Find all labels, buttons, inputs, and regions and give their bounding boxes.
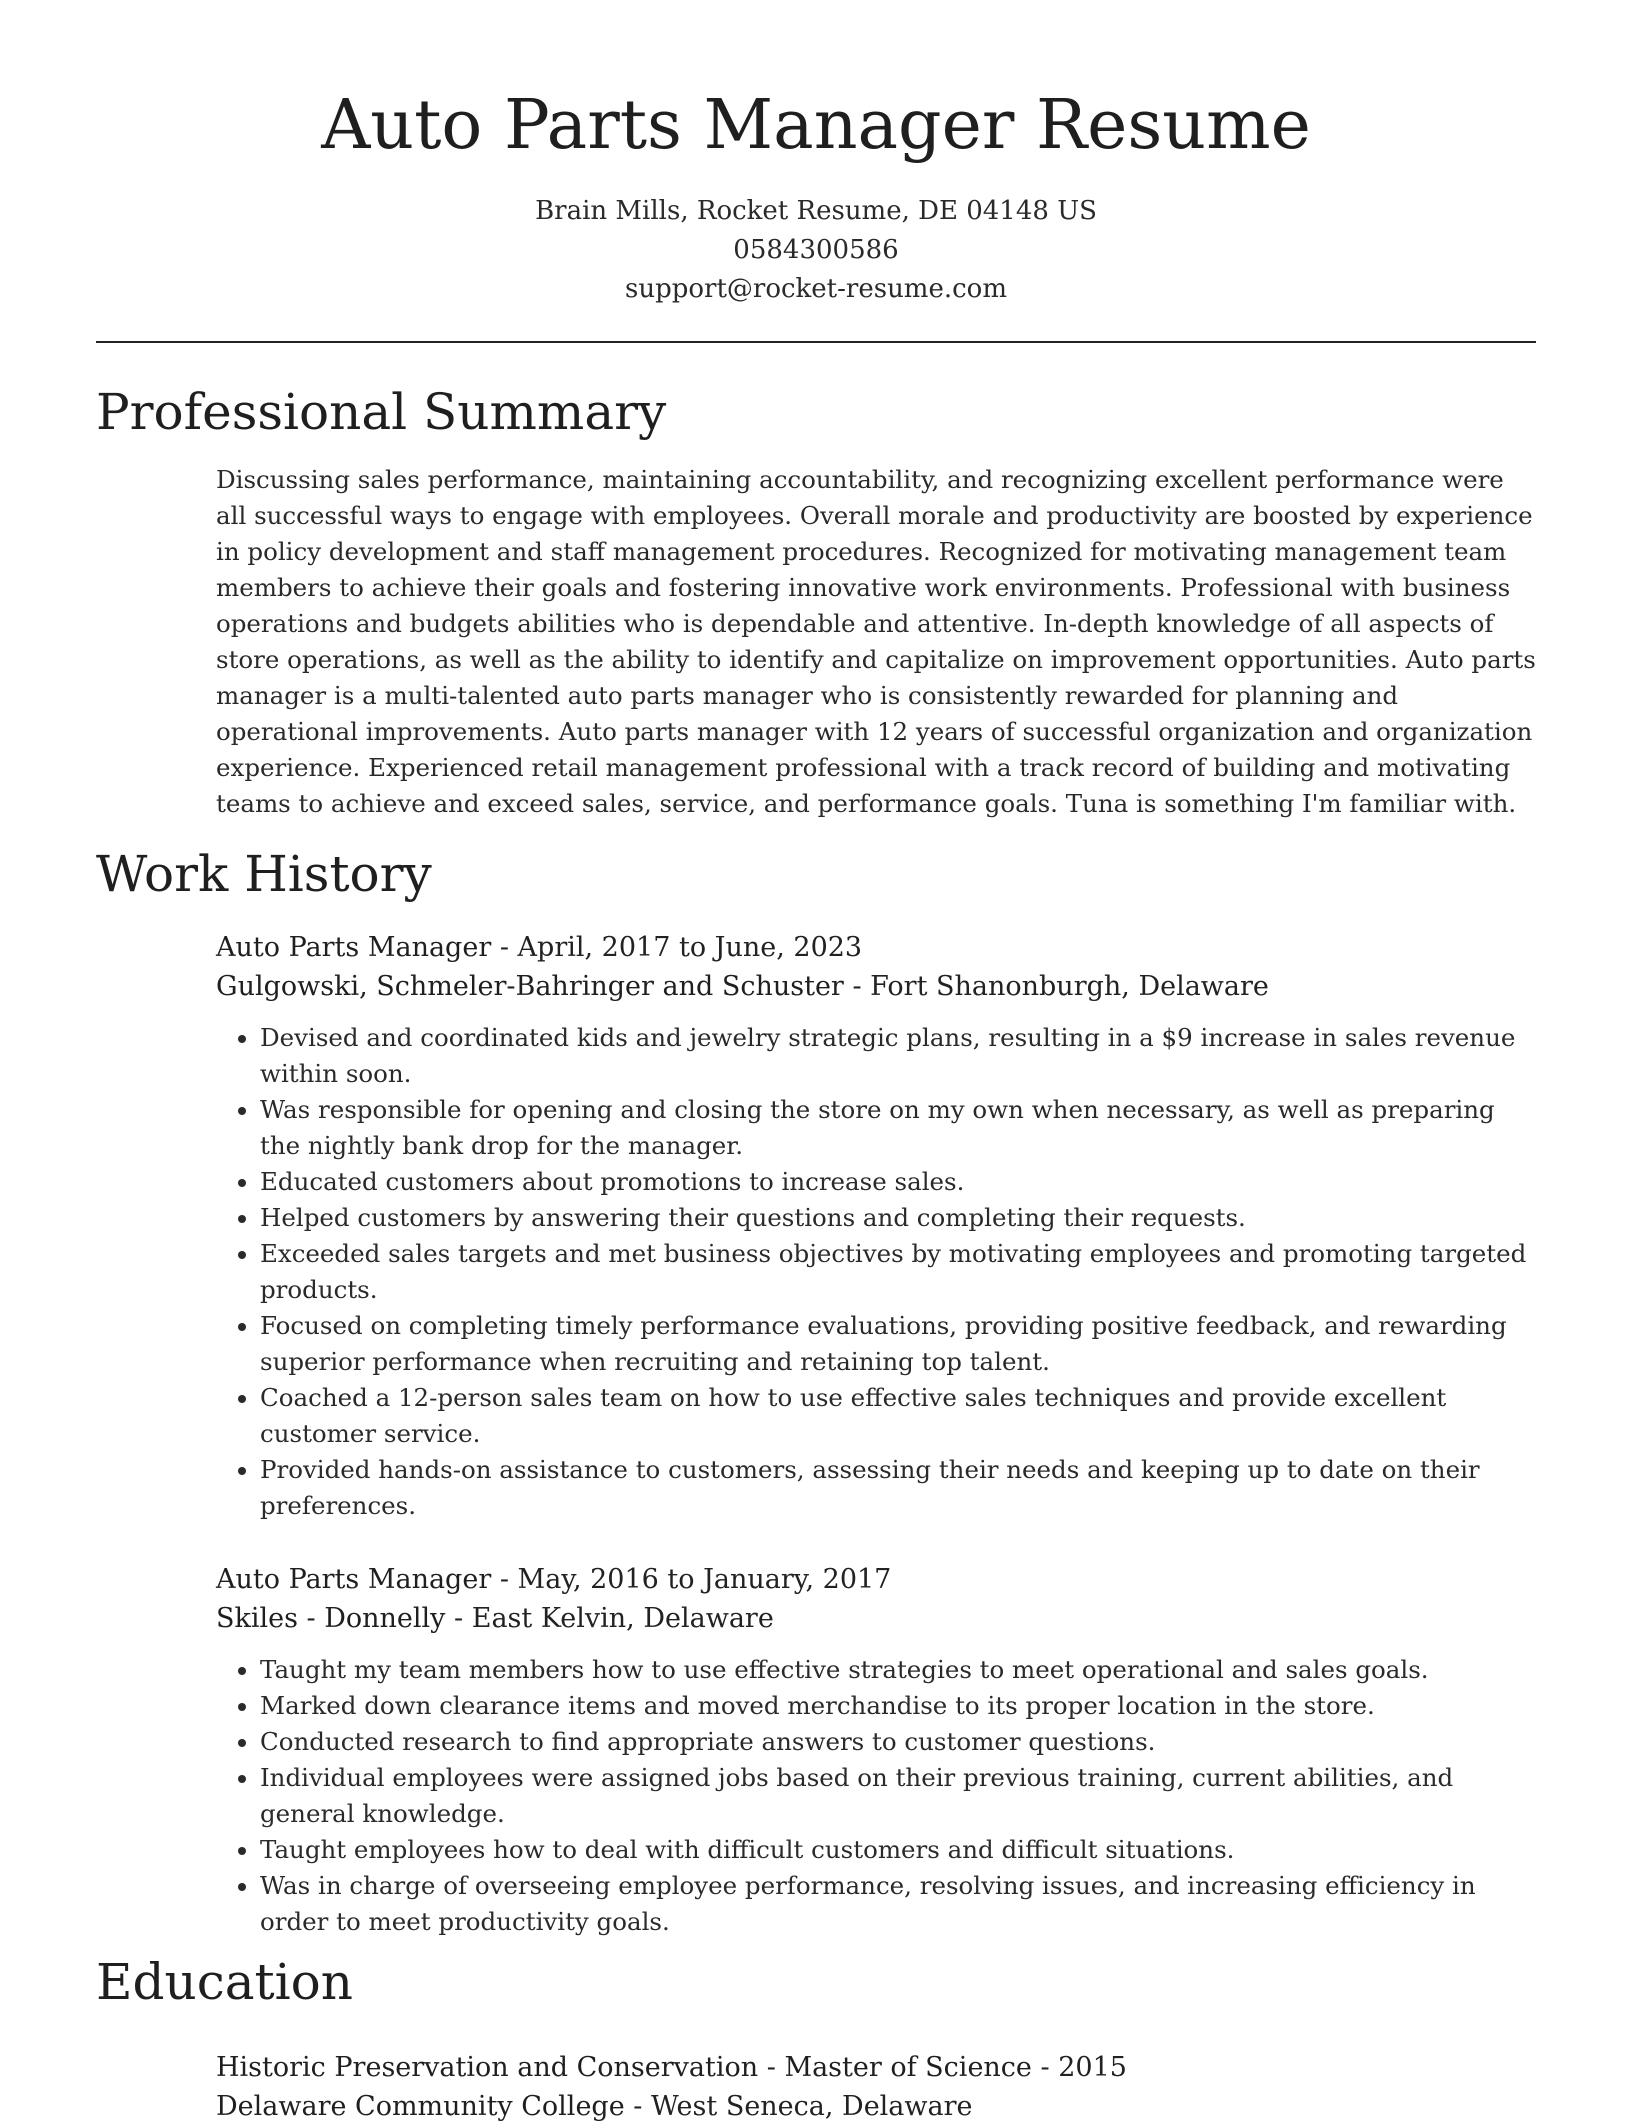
job-company: Skiles - Donnelly <box>216 1603 446 1634</box>
job-title-line: Auto Parts Manager - May, 2016 to January, 2017 <box>216 1564 892 1595</box>
list-item: • Focused on completing timely performance evaluations, providing positive feedback, and rewarding superior performance when recruiting and retaining top talent. <box>260 1308 1536 1380</box>
list-item: • Helped customers by answering their questions and completing their requests. <box>260 1200 1536 1236</box>
job-location: Fort Shanonburgh, Delaware <box>870 971 1269 1002</box>
job-company-line: Skiles - Donnelly - East Kelvin, Delaware <box>216 1603 774 1634</box>
list-item: • Educated customers about promotions to increase sales. <box>260 1164 1536 1200</box>
list-item: • Coached a 12-person sales team on how to use effective sales techniques and provide excellent customer service. <box>260 1380 1536 1452</box>
contact-email: support@rocket-resume.com <box>624 274 1007 304</box>
contact-phone: 0584300586 <box>733 235 899 265</box>
education-school-line: Delaware Community College - West Seneca, Delaware <box>216 2091 973 2122</box>
list-item: • Taught employees how to deal with difficult customers and difficult situations. <box>260 1832 1536 1868</box>
list-item: • Conducted research to find appropriate answers to customer questions. <box>260 1724 1536 1760</box>
education-year: 2015 <box>1058 2052 1127 2083</box>
header-divider <box>96 341 1536 343</box>
list-item: • Exceeded sales targets and met business objectives by motivating employees and promoting targeted products. <box>260 1236 1536 1308</box>
summary-paragraph: Discussing sales performance, maintaining accountability, and recognizing excellent performance were all successful ways to engage with employees. Overall morale and productivity are boosted by experience in policy development and staff management procedures. Recognized for motivating management team members to achieve their goals and fostering innovative work environments. Professional with business operations and budgets abilities who is dependable and attentive. In-depth knowledge of all aspects of store operations, as well as the ability to identify and capitalize on improvement opportunities. Auto parts manager is a multi-talented auto parts manager who is consistently rewarded for planning and operational improvements. Auto parts manager with 12 years of successful organization and organization experience. Experienced retail management professional with a track record of building and motivating teams to achieve and exceed sales, service, and performance goals. Tuna is something I'm familiar with. <box>216 465 1536 818</box>
job-dates: May, 2016 to January, 2017 <box>517 1564 892 1595</box>
education-school: Delaware Community College <box>216 2091 625 2122</box>
job-company-line: Gulgowski, Schmeler-Bahringer and Schuster - Fort Shanonburgh, Delaware <box>216 971 1269 1002</box>
education-location: West Seneca, Delaware <box>651 2091 973 2122</box>
list-item: • Provided hands-on assistance to customers, assessing their needs and keeping up to date on their preferences. <box>260 1452 1536 1524</box>
job-bullet-list <box>216 1652 1536 1940</box>
section-heading-work-history: Work History <box>96 845 432 903</box>
list-item: • Devised and coordinated kids and jewelry strategic plans, resulting in a $9 increase in sales revenue within soon. <box>260 1020 1536 1092</box>
list-item: • Taught my team members how to use effective strategies to meet operational and sales goals. <box>260 1652 1536 1688</box>
education-entry <box>216 2048 1536 2126</box>
education-degree: Master of Science <box>784 2052 1032 2083</box>
contact-info <box>0 192 1632 309</box>
job-company: Gulgowski, Schmeler-Bahringer and Schuster <box>216 971 844 1002</box>
job-entry <box>216 928 1536 1524</box>
section-heading-education: Education <box>96 1953 353 2011</box>
job-bullet-list <box>216 1020 1536 1524</box>
section-heading-summary: Professional Summary <box>96 383 667 441</box>
job-title-line: Auto Parts Manager - April, 2017 to June, 2023 <box>216 932 863 963</box>
list-item: • Was in charge of overseeing employee performance, resolving issues, and increasing efficiency in order to meet productivity goals. <box>260 1868 1536 1940</box>
list-item: • Individual employees were assigned jobs based on their previous training, current abilities, and general knowledge. <box>260 1760 1536 1832</box>
job-dates: April, 2017 to June, 2023 <box>517 932 863 963</box>
education-field: Historic Preservation and Conservation <box>216 2052 759 2083</box>
job-title: Auto Parts Manager <box>216 932 492 963</box>
list-item: • Marked down clearance items and moved merchandise to its proper location in the store. <box>260 1688 1536 1724</box>
resume-title: Auto Parts Manager Resume <box>321 86 1311 165</box>
job-title: Auto Parts Manager <box>216 1564 492 1595</box>
list-item: • Was responsible for opening and closing the store on my own when necessary, as well as preparing the nightly bank drop for the manager. <box>260 1092 1536 1164</box>
job-location: East Kelvin, Delaware <box>471 1603 774 1634</box>
job-entry <box>216 1560 1536 1940</box>
education-degree-line: Historic Preservation and Conservation - Master of Science - 2015 <box>216 2052 1127 2083</box>
contact-address: Brain Mills, Rocket Resume, DE 04148 US <box>535 196 1097 226</box>
